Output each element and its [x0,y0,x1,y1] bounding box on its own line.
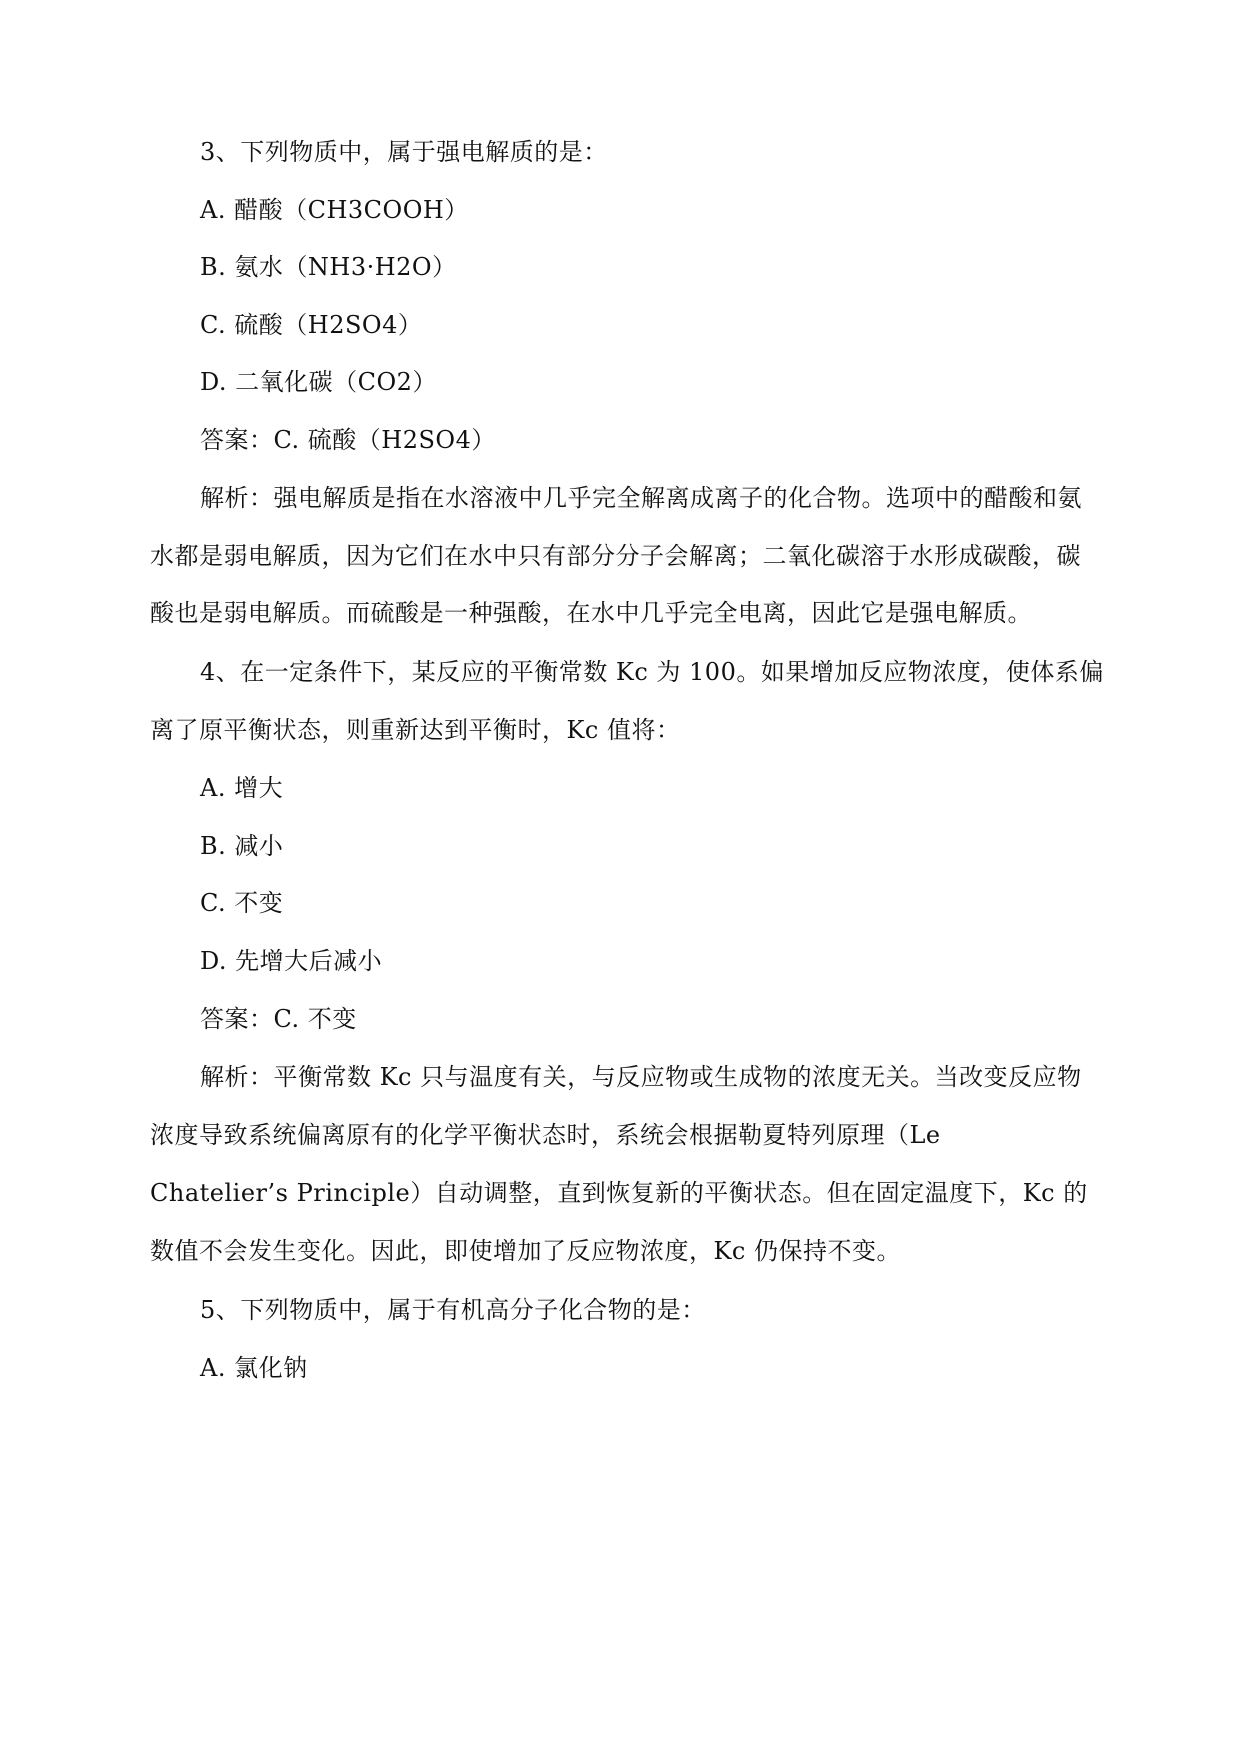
question-3-option-a: A. 醋酸（CH3COOH） [200,196,469,224]
question-3-answer: 答案：C. 硫酸（H2SO4） [200,426,496,454]
question-4-option-b: B. 减小 [200,832,284,860]
question-4-option-d: D. 先增大后减小 [200,947,383,975]
question-4-stem-line-1: 4、在一定条件下，某反应的平衡常数 Kc 为 100。如果增加反应物浓度，使体系偏 [200,658,1104,686]
question-3-option-b: B. 氨水（NH3·H2O） [200,253,457,281]
question-5-option-a: A. 氯化钠 [200,1354,308,1382]
question-5-stem: 5、下列物质中，属于有机高分子化合物的是： [200,1296,706,1324]
question-4-option-a: A. 增大 [200,774,284,802]
question-3-explanation-line-3: 酸也是弱电解质。而硫酸是一种强酸，在水中几乎完全电离，因此它是强电解质。 [150,599,1032,627]
question-4-explanation-line-2: 浓度导致系统偏离原有的化学平衡状态时，系统会根据勒夏特列原理（Le [150,1121,941,1149]
question-3-option-c: C. 硫酸（H2SO4） [200,311,423,339]
question-4-option-c: C. 不变 [200,889,284,917]
question-3-explanation-line-2: 水都是弱电解质，因为它们在水中只有部分分子会解离；二氧化碳溶于水形成碳酸，碳 [150,542,1081,570]
question-3-stem: 3、下列物质中，属于强电解质的是： [200,138,608,166]
question-4-stem-line-2: 离了原平衡状态，则重新达到平衡时，Kc 值将： [150,716,681,744]
question-4-explanation-line-1: 解析：平衡常数 Kc 只与温度有关，与反应物或生成物的浓度无关。当改变反应物 [200,1063,1082,1091]
question-3-explanation-line-1: 解析：强电解质是指在水溶液中几乎完全解离成离子的化合物。选项中的醋酸和氨 [200,484,1082,512]
question-4-explanation-line-3: Chatelier’s Principle）自动调整，直到恢复新的平衡状态。但在固定温度下，Kc 的 [150,1179,1088,1207]
question-3-option-d: D. 二氧化碳（CO2） [200,368,437,396]
question-4-explanation-line-4: 数值不会发生变化。因此，即使增加了反应物浓度，Kc 仍保持不变。 [150,1237,901,1265]
question-4-answer: 答案：C. 不变 [200,1005,357,1033]
